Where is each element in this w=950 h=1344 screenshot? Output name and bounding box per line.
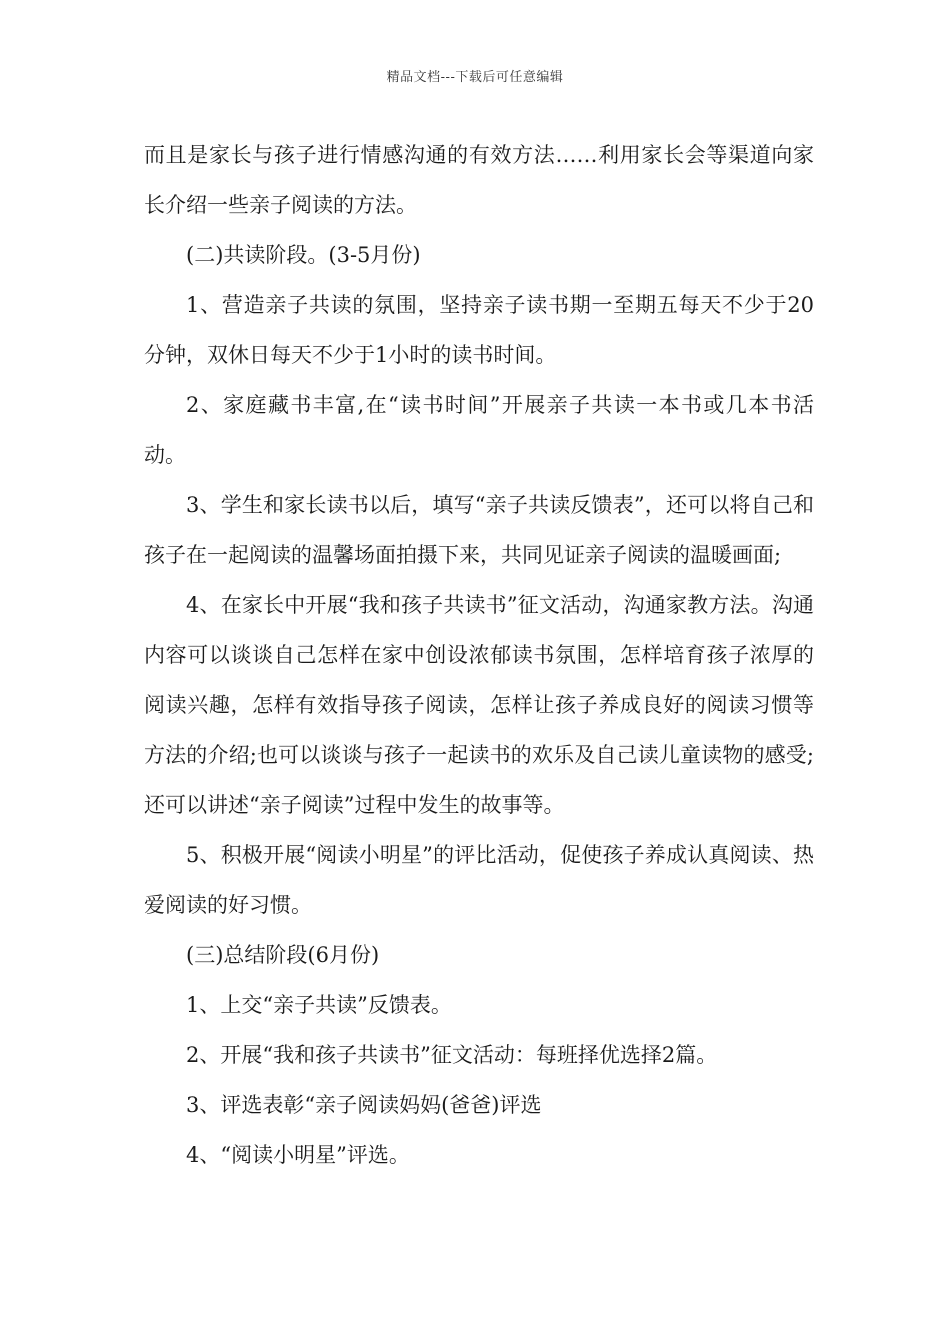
paragraph: 4、“阅读小明星”评选。 [186, 1143, 410, 1167]
paragraph: 而且是家长与孩子进行情感沟通的有效方法……利用家长会等渠道向家长介绍一些亲子阅读的方法。 [144, 143, 814, 217]
paragraph: 1、营造亲子共读的氛围，坚持亲子读书期一至期五每天不少于20分钟，双休日每天不少于1小时的读书时间。 [144, 293, 814, 367]
paragraph: 5、积极开展“阅读小明星”的评比活动，促使孩子养成认真阅读、热爱阅读的好习惯。 [144, 843, 814, 917]
page-header: 精品文档---下载后可任意编辑 [386, 70, 564, 85]
paragraph: 1、上交“亲子共读”反馈表。 [186, 993, 452, 1017]
document-body [144, 130, 814, 1180]
section-heading: (二)共读阶段。(3-5月份) [186, 243, 421, 267]
paragraph: 3、学生和家长读书以后，填写“亲子共读反馈表”，还可以将自己和孩子在一起阅读的温馨场面拍摄下来，共同见证亲子阅读的温暖画面; [144, 493, 814, 567]
paragraph: 2、开展“我和孩子共读书”征文活动：每班择优选择2篇。 [186, 1043, 718, 1067]
paragraph: 2、家庭藏书丰富,在“读书时间”开展亲子共读一本书或几本书活动。 [144, 393, 814, 467]
section-heading: (三)总结阶段(6月份) [186, 943, 380, 967]
paragraph: 4、在家长中开展“我和孩子共读书”征文活动，沟通家教方法。沟通内容可以谈谈自己怎样在家中创设浓郁读书氛围，怎样培育孩子浓厚的阅读兴趣，怎样有效指导孩子阅读，怎样让孩子养成良好的阅读习惯等方法的介绍;也可以谈谈与孩子一起读书的欢乐及自己读儿童读物的感受;还可以讲述“亲子阅读”过程中发生的故事等。 [144, 593, 814, 817]
paragraph: 3、评选表彰“亲子阅读妈妈(爸爸)评选 [186, 1093, 542, 1117]
